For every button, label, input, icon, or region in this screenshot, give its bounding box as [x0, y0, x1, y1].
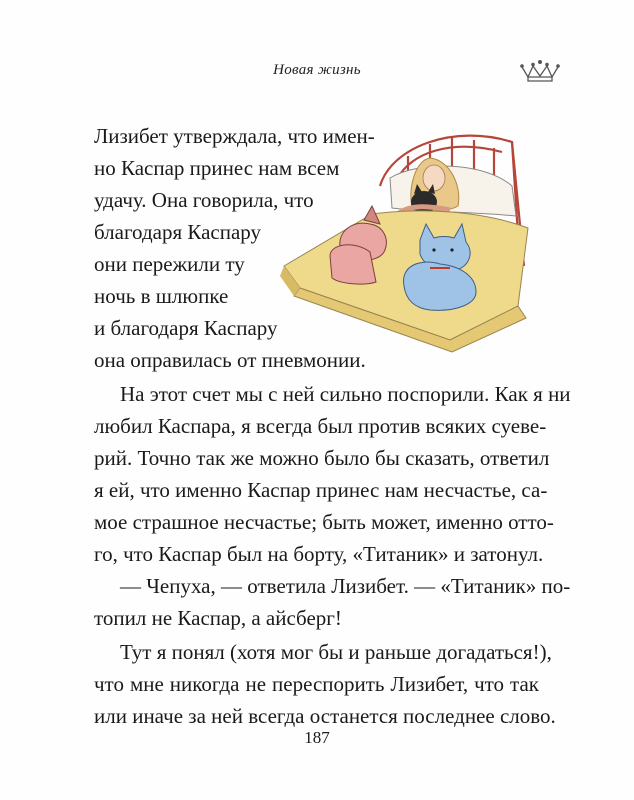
text-line: Лизибет утверждала, что имен- — [94, 124, 375, 148]
text-line: они пережили ту — [94, 252, 245, 276]
text-line: любил Каспара, я всегда был против всяких суеве- — [94, 414, 547, 438]
text-line: что мне никогда не переспорить Лизибет, что так — [94, 672, 539, 696]
text-line: топил не Каспар, а айсберг! — [94, 606, 342, 630]
running-header — [0, 62, 634, 86]
text-line: удачу. Она говорила, что — [94, 188, 314, 212]
text-line: ночь в шлюпке — [94, 284, 229, 308]
page-number: 187 — [304, 728, 330, 747]
text-line: Тут я понял (хотя мог бы и раньше догадаться!), — [120, 640, 552, 664]
running-title: Новая жизнь — [273, 62, 361, 78]
text-line: благодаря Каспару — [94, 220, 262, 244]
text-line: го, что Каспар был на борту, «Титаник» и затонул. — [94, 542, 544, 566]
text-line: На этот счет мы с ней сильно поспорили. Как я ни — [120, 382, 571, 406]
text-line: но Каспар принес нам всем — [94, 156, 340, 180]
text-line: и благодаря Каспару — [94, 316, 278, 340]
text-line: рий. Точно так же можно было бы сказать, ответил — [94, 446, 550, 470]
text-line: или иначе за ней всегда останется последнее слово. — [94, 704, 556, 728]
text-line: она оправилась от пневмонии. — [94, 348, 366, 372]
text-line: — Чепуха, — ответила Лизибет. — «Титаник» по- — [120, 574, 571, 598]
text-line: мое страшное несчастье; быть может, именно отто- — [94, 510, 554, 534]
crown-icon — [519, 58, 561, 84]
text-line: я ей, что именно Каспар принес нам несчастье, са- — [94, 478, 548, 502]
